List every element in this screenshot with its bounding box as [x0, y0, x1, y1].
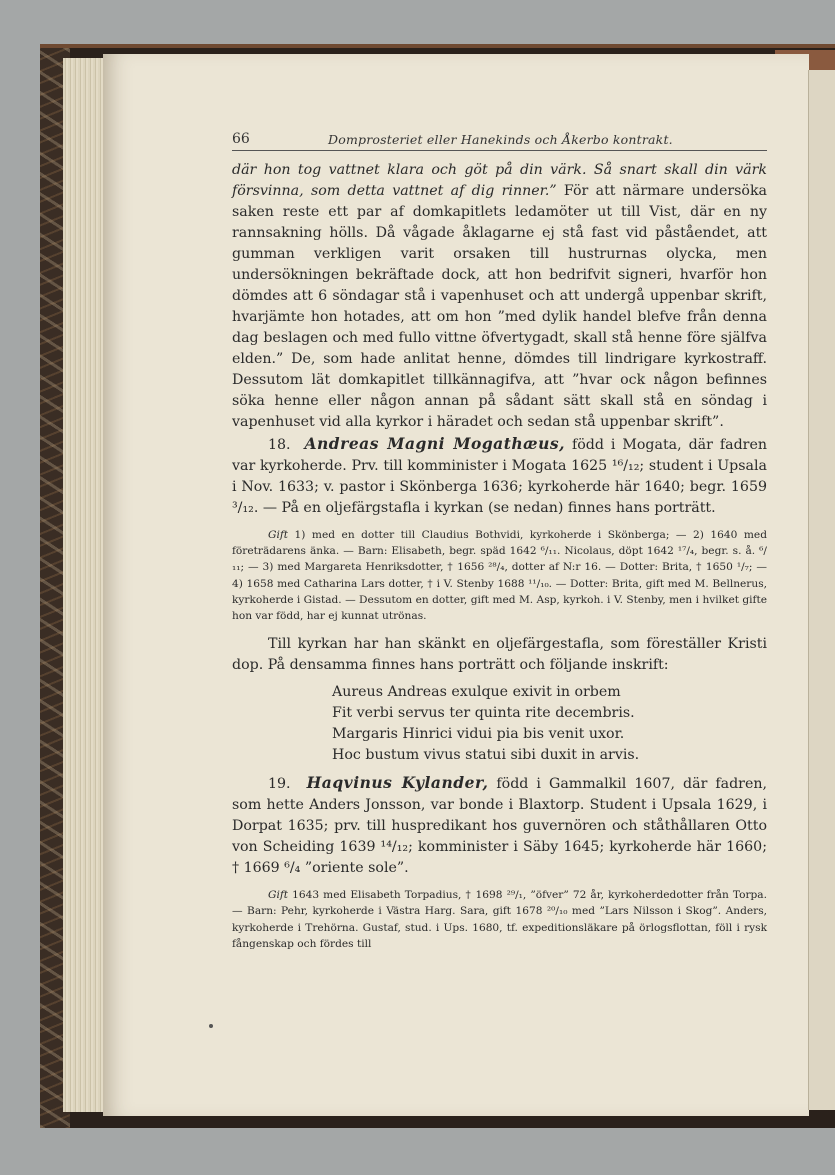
page-number: 66 — [232, 131, 250, 147]
running-header — [232, 128, 767, 151]
entry-19-number: 19. — [268, 776, 291, 793]
entry-19-family — [232, 887, 767, 952]
next-page-edge — [808, 70, 835, 1110]
entry-18-family-label: Gift — [268, 529, 289, 541]
intro-text: För att närmare undersöka saken reste ett par af domkapitlets ledamöter ut till Vist, där en ny rannsakning hölls. Då vågade åklagarne ej stå fast vid påståendet, att gumman verkligen varit orsaken till hustrurnas olycka, men undersökningen bekräftade dock, att hon bedrifvit signeri, hvarför hon dömdes att 6 söndagar stå i vapenhuset och att undergå uppenbar skrift, hvarjämte hon hotades, att om hon ”med dylik handel blefve från denna dag beslagen och med fullo vittne öfvertygadt, skall stå henne före själfva elden.” De, som hade anlitat henne, dömdes till lindrigare kyrkostraff. Dessutom lät domkapitlet tillkännagifva, att ”hvar ock någon befinnes söka henne eller någon annan på sådant sätt skall stå en söndag i vapenhuset vid alla kyrkor i häradet och sedan stå uppenbar skrift”. — [232, 183, 767, 430]
entry-18-family — [232, 527, 767, 624]
verse-line: Hoc bustum vivus statui sibi duxit in arvis. — [332, 747, 640, 764]
verse-line: Margaris Hinrici vidui pia bis venit uxor. — [332, 726, 625, 743]
intro-paragraph — [232, 160, 767, 433]
entry-18-name: Andreas Magni Mogathæus, — [304, 434, 565, 453]
entry-19-family-label: Gift — [268, 889, 289, 902]
running-title: Domprosteriet eller Hanekinds och Åkerbo kontrakt. — [328, 132, 673, 147]
inscription-verse — [332, 682, 767, 766]
verse-line: Fit verbi servus ter quinta rite decembris. — [332, 705, 635, 722]
entry-18 — [232, 433, 767, 519]
entry-18-text: född i Mogata, där fadren var kyrkoherde. Prv. till komminister i Mogata 1625 ¹⁶/₁₂; student i Upsala i Nov. 1633; v. pastor i Skönberga 1636; kyrkoherde här 1640; begr. 1659 ³/₁₂. — På en oljefärgstafla i kyrkan (se nedan) finnes hans porträtt. — [232, 437, 767, 516]
intro-italic: där hon tog vattnet klara och göt på din värk. Så snart skall din värk försvinna, som detta vattnet af dig rinner.” — [232, 162, 767, 199]
entry-18-number: 18. — [268, 437, 291, 453]
entry-19 — [232, 772, 767, 879]
entry-19-name: Haqvinus Kylander, — [306, 773, 489, 793]
entry-18-painting: Till kyrkan har han skänkt en oljefärgestafla, som föreställer Kristi dop. På densamma finnes hans porträtt och följande inskrift: — [232, 636, 767, 674]
page-body — [232, 160, 767, 962]
verse-line: Aureus Andreas exulque exivit in orbem — [332, 684, 621, 701]
entry-19-text: född i Gammalkil 1607, där fadren, som hette Anders Jonsson, var bonde i Blaxtorp. Student i Upsala 1629, i Dorpat 1635; prv. till huspredikant hos guvernören och ståthållaren Otto von Scheiding 1639 ¹⁴/₁₂; komminister i Säby 1645; kyrkoherde här 1660; † 1669 ⁶/₄ ”oriente sole”. — [232, 776, 768, 877]
entry-18-family-text: 1) med en dotter till Claudius Bothvidi, kyrkoherde i Skönberga; — 2) 1640 med företrädarens änka. — Barn: Elisabeth, begr. späd 1642 ⁶/₁₁. Nicolaus, döpt 1642 ¹⁷/₄, begr. s. å. ⁶/₁₁; — 3) med Margareta Henriksdotter, † 1656 ²⁸/₄, dotter af N:r 16. — Dotter: Brita, † 1650 ¹/₇; — 4) 1658 med Catharina Lars dotter, † i V. Stenby 1688 ¹¹/₁₀. — Dotter: Brita, gift med M. Bellnerus, kyrkoherde i Gistad. — Dessutom en dotter, gift med M. Asp, kyrkoh. i V. Stenby, men i hvilket gifte hon var född, har ej kunnat utrönas. — [232, 529, 767, 623]
entry-19-family-text: 1643 med Elisabeth Torpadius, † 1698 ²⁹/₁, ”öfver” 72 år, kyrkoherdedotter från Torpa. — Barn: Pehr, kyrkoherde i Västra Harg. Sara, gift 1678 ²⁰/₁₀ med ”Lars Nilsson i Skog”. Anders, kyrkoherde i Trehörna. Gustaf, stud. i Ups. 1680, tf. expeditionsläkare på örlogsflottan, föll i rysk fångenskap och fördes till — [232, 889, 767, 950]
page-speck — [209, 1024, 213, 1028]
